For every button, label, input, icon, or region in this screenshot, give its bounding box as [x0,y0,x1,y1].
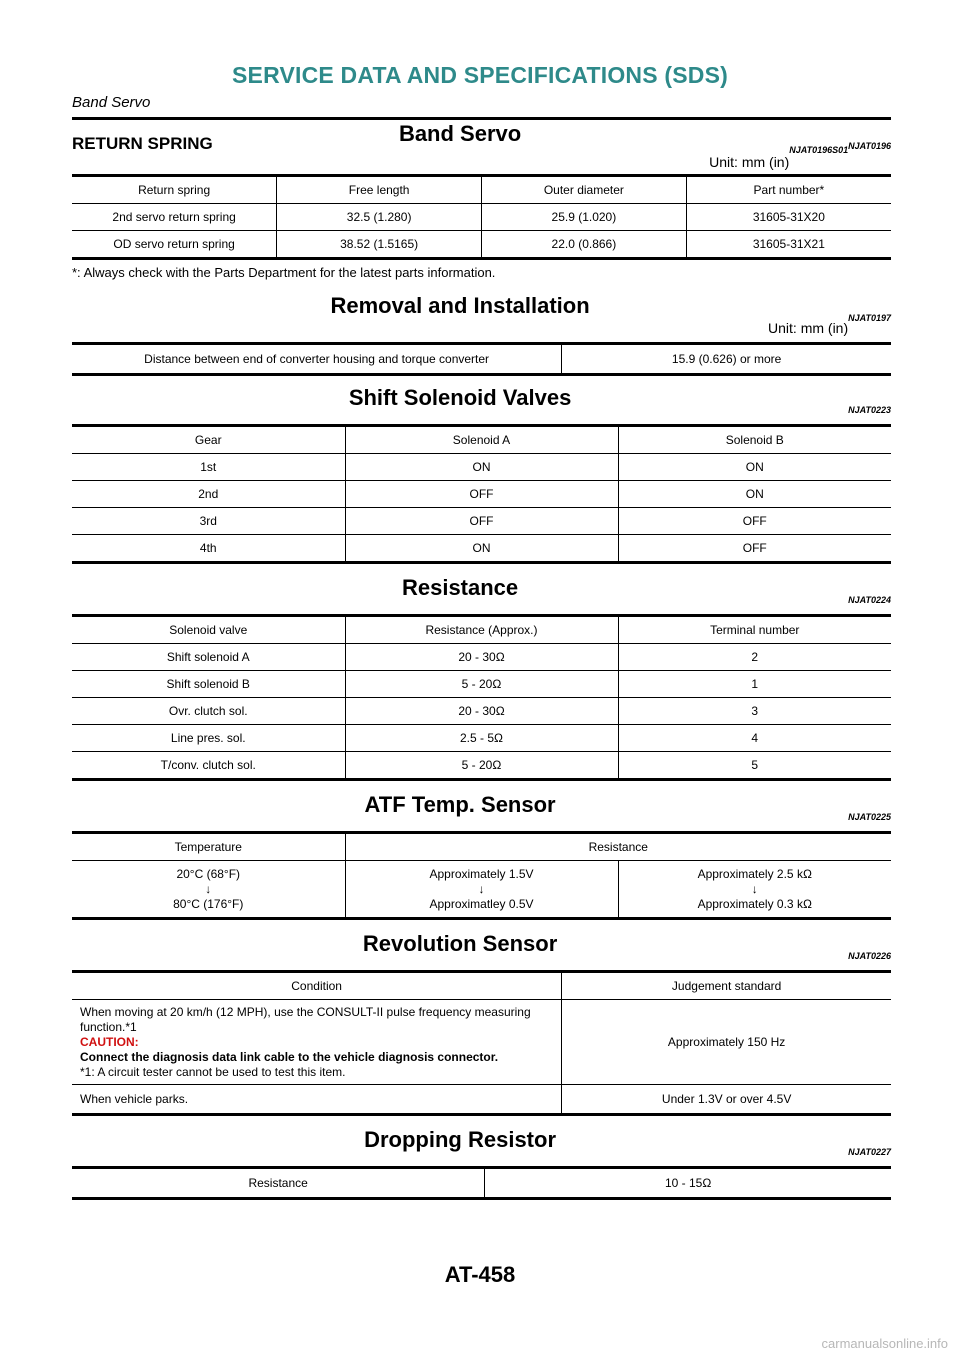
table-cell: 4 [618,725,891,752]
table-cell: 2nd [72,481,345,508]
table-row [72,861,891,919]
header-cell: Gear [72,426,345,454]
table-cell: ON [618,454,891,481]
table-row [72,644,891,671]
table-row [72,454,891,481]
table-cell: OFF [618,535,891,563]
table-cell: 5 [618,752,891,780]
table-cell: OFF [618,508,891,535]
removal-title: Removal and Installation [330,293,590,318]
header-cell: Solenoid B [618,426,891,454]
dropping-code: NJAT0227 [848,1147,891,1157]
voltage-low: Approximatley 0.5V [429,896,534,911]
shift-solenoid-title: Shift Solenoid Valves [348,385,572,410]
removal-unit: Unit: mm (in) [768,320,849,336]
resistance-code: NJAT0224 [848,595,891,605]
revolution-heading [72,930,891,961]
table-header-row [72,833,891,861]
resistance-high: Approximately 2.5 kΩ [697,866,812,881]
table-cell: OD servo return spring [72,231,277,259]
table-cell: OFF [345,481,618,508]
resistance-low: Approximately 0.3 kΩ [697,896,812,911]
header-cell: Resistance [345,833,891,861]
atf-title: ATF Temp. Sensor [364,792,556,817]
table-cell: When vehicle parks. [72,1085,562,1115]
table-row [72,671,891,698]
table-cell: 5 - 20Ω [345,671,618,698]
removal-table [72,342,891,376]
voltage-cell [345,861,618,919]
table-cell: Line pres. sol. [72,725,345,752]
table-row [72,1085,891,1115]
header-cell: Temperature [72,833,345,861]
table-cell: 2.5 - 5Ω [345,725,618,752]
table-header-row [72,426,891,454]
table-cell: 15.9 (0.626) or more [562,344,891,375]
condition-cell [72,1000,562,1085]
table-cell: 20 - 30Ω [345,698,618,725]
table-row [72,725,891,752]
page-number: AT-458 [444,1262,516,1287]
table-row [72,344,891,375]
header-cell: Condition [72,972,562,1000]
temp-low: 80°C (176°F) [173,896,244,911]
header-cell: Terminal number [618,616,891,644]
shift-solenoid-code: NJAT0223 [848,405,891,415]
table-header-row [72,176,891,204]
table-cell: 10 - 15Ω [485,1168,891,1199]
table-row [72,481,891,508]
band-servo-unit: Unit: mm (in) [709,154,790,170]
arrow-down-icon: ↓ [205,881,212,896]
table-cell: Ovr. clutch sol. [72,698,345,725]
table-cell: 31605-31X21 [686,231,891,259]
shift-solenoid-heading [72,384,891,415]
voltage-high: Approximately 1.5V [429,866,534,881]
table-row [72,204,891,231]
table-cell: 25.9 (1.020) [482,204,687,231]
dropping-heading [72,1126,891,1157]
header-cell: Free length [277,176,482,204]
table-row [72,508,891,535]
table-cell: T/conv. clutch sol. [72,752,345,780]
table-cell: 3rd [72,508,345,535]
header-title: SERVICE DATA AND SPECIFICATIONS (SDS) [232,62,728,88]
table-cell: 4th [72,535,345,563]
resistance-heading [72,574,891,605]
header-cell: Part number* [686,176,891,204]
band-servo-code: NJAT0196 [848,141,891,151]
shift-solenoid-table [72,424,891,564]
table-cell: Shift solenoid A [72,644,345,671]
table-cell: 32.5 (1.280) [277,204,482,231]
table-row [72,231,891,259]
caution-text: Connect the diagnosis data link cable to the vehicle diagnosis connector. [80,1049,499,1064]
table-row [72,1168,891,1199]
table-cell: 2nd servo return spring [72,204,277,231]
dropping-table [72,1166,891,1200]
return-spring-table [72,174,891,260]
revolution-table [72,970,891,1116]
table-cell: 1st [72,454,345,481]
table-cell: 20 - 30Ω [345,644,618,671]
table-cell: Approximately 150 Hz [562,1000,891,1085]
table-cell: 5 - 20Ω [345,752,618,780]
resistance-cell [618,861,891,919]
table-cell: Resistance [72,1168,485,1199]
atf-table [72,831,891,920]
table-cell: ON [345,535,618,563]
arrow-down-icon: ↓ [751,881,758,896]
revolution-code: NJAT0226 [848,951,891,961]
return-spring-title: RETURN SPRING [72,134,213,153]
footnote-text: *1: A circuit tester cannot be used to test this item. [80,1064,346,1079]
removal-heading [72,292,891,323]
header-cell: Outer diameter [482,176,687,204]
table-row [72,698,891,725]
temp-high: 20°C (68°F) [176,866,241,881]
table-cell: 31605-31X20 [686,204,891,231]
header-cell: Solenoid valve [72,616,345,644]
resistance-table [72,614,891,781]
temperature-cell [72,861,345,919]
arrow-down-icon: ↓ [478,881,485,896]
atf-code: NJAT0225 [848,812,891,822]
table-cell: 22.0 (0.866) [482,231,687,259]
parts-note: *: Always check with the Parts Department for the latest parts information. [72,265,496,280]
header-subtitle: Band Servo [72,94,151,111]
table-cell: 2 [618,644,891,671]
watermark: carmanualsonline.info [821,1336,948,1351]
removal-code: NJAT0197 [848,313,891,323]
table-cell: Under 1.3V or over 4.5V [562,1085,891,1115]
caution-label: CAUTION: [80,1034,139,1049]
table-header-row [72,616,891,644]
header-cell: Return spring [72,176,277,204]
table-row [72,1000,891,1085]
resistance-title: Resistance [401,575,519,600]
table-cell: Distance between end of converter housing and torque converter [72,344,562,375]
revolution-title: Revolution Sensor [362,931,558,956]
table-cell: OFF [345,508,618,535]
table-cell: ON [618,481,891,508]
condition-text: When moving at 20 km/h (12 MPH), use the CONSULT-II pulse frequency measuring function.*1 [80,1004,531,1034]
table-cell: 1 [618,671,891,698]
header-cell: Judgement standard [562,972,891,1000]
table-row [72,535,891,563]
header-cell: Resistance (Approx.) [345,616,618,644]
header-cell: Solenoid A [345,426,618,454]
atf-heading [72,791,891,822]
table-cell: 3 [618,698,891,725]
table-cell: ON [345,454,618,481]
table-cell: 38.52 (1.5165) [277,231,482,259]
return-spring-code: NJAT0196S01 [789,145,849,155]
table-row [72,752,891,780]
page-content [72,118,891,1200]
table-header-row [72,972,891,1000]
table-cell: Shift solenoid B [72,671,345,698]
band-servo-title: Band Servo [398,121,522,146]
dropping-title: Dropping Resistor [364,1127,557,1152]
